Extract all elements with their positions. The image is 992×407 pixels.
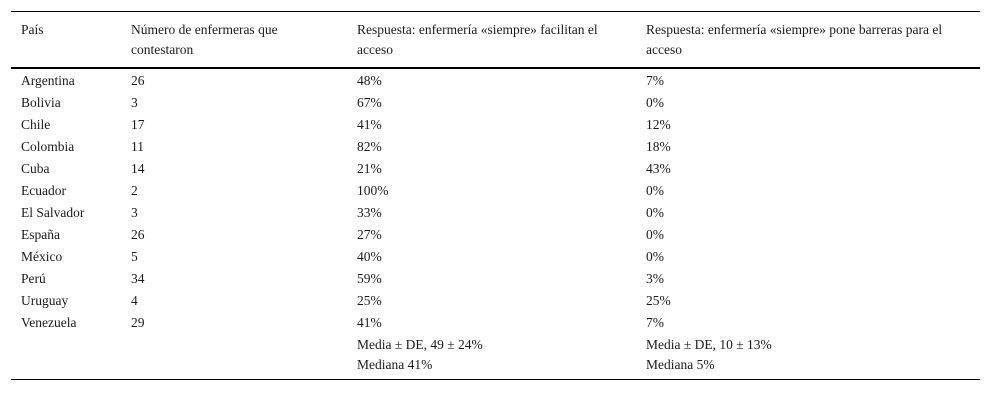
cell-numero: 2 [131, 183, 138, 198]
cell-barreras: 12% [646, 117, 671, 132]
cell-numero: 5 [131, 249, 138, 264]
table-body [11, 68, 980, 380]
data-table-container [11, 11, 980, 380]
cell-facilitan: 41% [357, 117, 382, 132]
cell-barreras: 0% [646, 95, 664, 110]
cell-barreras: 43% [646, 161, 671, 176]
table-row [11, 137, 980, 159]
table-row [11, 203, 980, 225]
header-barreras-acceso: Respuesta: enfermería «siempre» pone barreras para el acceso [646, 22, 943, 57]
cell-numero: 29 [131, 315, 145, 330]
cell-pais: Cuba [21, 161, 50, 176]
summary-facilitan [347, 335, 636, 380]
cell-numero: 4 [131, 293, 138, 308]
cell-numero: 14 [131, 161, 145, 176]
table-row [11, 68, 980, 93]
cell-barreras: 0% [646, 205, 664, 220]
summary-empty-pais [11, 335, 121, 380]
cell-pais: Uruguay [21, 293, 69, 308]
table-row [11, 181, 980, 203]
cell-pais: Perú [21, 271, 46, 286]
table-row [11, 115, 980, 137]
cell-pais: Colombia [21, 139, 75, 154]
summary-barreras-mediana: Mediana 5% [646, 357, 715, 372]
cell-numero: 11 [131, 139, 144, 154]
cell-facilitan: 27% [357, 227, 382, 242]
cell-barreras: 25% [646, 293, 671, 308]
table-row [11, 159, 980, 181]
table-row [11, 247, 980, 269]
cell-barreras: 0% [646, 183, 664, 198]
table-row [11, 93, 980, 115]
cell-facilitan: 59% [357, 271, 382, 286]
header-facilitan-acceso: Respuesta: enfermería «siempre» facilitan el acceso [357, 22, 598, 57]
cell-numero: 26 [131, 227, 145, 242]
cell-barreras: 7% [646, 315, 664, 330]
summary-barreras-media: Media ± DE, 10 ± 13% [646, 337, 772, 352]
cell-pais: España [21, 227, 60, 242]
cell-facilitan: 48% [357, 73, 382, 88]
header-row [11, 12, 980, 69]
cell-facilitan: 25% [357, 293, 382, 308]
cell-pais: Chile [21, 117, 51, 132]
table-row [11, 313, 980, 335]
cell-barreras: 0% [646, 249, 664, 264]
nurses-access-table [11, 11, 980, 380]
cell-facilitan: 67% [357, 95, 382, 110]
cell-facilitan: 40% [357, 249, 382, 264]
cell-barreras: 7% [646, 73, 664, 88]
cell-numero: 26 [131, 73, 145, 88]
table-header [11, 12, 980, 69]
summary-empty-numero [121, 335, 347, 380]
cell-facilitan: 21% [357, 161, 382, 176]
table-row [11, 225, 980, 247]
cell-barreras: 3% [646, 271, 664, 286]
header-numero-enfermeras: Número de enfermeras que contestaron [131, 22, 278, 57]
cell-pais: Ecuador [21, 183, 66, 198]
cell-barreras: 18% [646, 139, 671, 154]
cell-numero: 3 [131, 205, 138, 220]
cell-numero: 34 [131, 271, 145, 286]
summary-facilitan-mediana: Mediana 41% [357, 357, 433, 372]
cell-pais: Bolivia [21, 95, 61, 110]
summary-facilitan-media: Media ± DE, 49 ± 24% [357, 337, 483, 352]
cell-pais: Argentina [21, 73, 75, 88]
table-row [11, 269, 980, 291]
cell-facilitan: 100% [357, 183, 389, 198]
cell-facilitan: 41% [357, 315, 382, 330]
cell-facilitan: 82% [357, 139, 382, 154]
summary-row [11, 335, 980, 380]
summary-barreras [636, 335, 980, 380]
cell-pais: México [21, 249, 63, 264]
cell-barreras: 0% [646, 227, 664, 242]
table-row [11, 291, 980, 313]
cell-numero: 17 [131, 117, 145, 132]
cell-pais: El Salvador [21, 205, 85, 220]
cell-facilitan: 33% [357, 205, 382, 220]
cell-numero: 3 [131, 95, 138, 110]
header-pais: País [21, 22, 44, 37]
cell-pais: Venezuela [21, 315, 77, 330]
